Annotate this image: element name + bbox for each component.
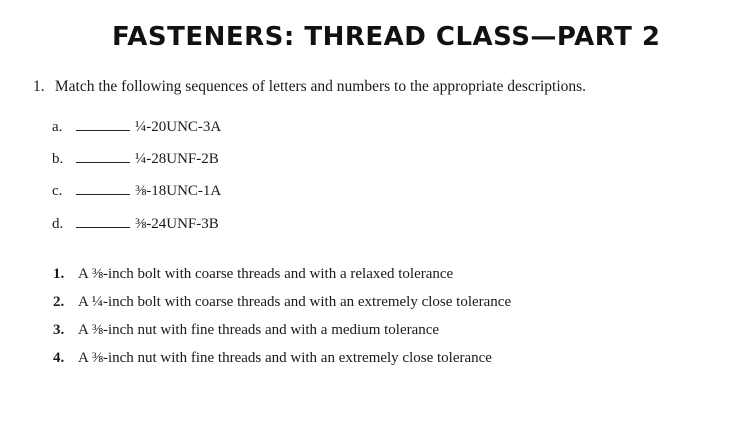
answer-blank[interactable] (76, 193, 130, 195)
thread-code: ¼-28UNF-2B (135, 151, 219, 167)
answer-blank[interactable] (76, 226, 130, 228)
match-item-c (52, 180, 221, 200)
answer-blank[interactable] (76, 161, 130, 163)
question-number: 1. (33, 78, 45, 95)
match-item-b (52, 148, 219, 168)
match-item-d (52, 213, 219, 233)
thread-code: ¼-20UNC-3A (135, 119, 222, 135)
description-text: A ¼-inch bolt with coarse threads and with an extremely close tolerance (77, 294, 512, 310)
description-text: A ⅜-inch nut with fine threads and with an extremely close tolerance (77, 350, 492, 366)
question-1 (33, 78, 723, 96)
description-number: 2. (53, 294, 65, 310)
description-number: 1. (53, 266, 65, 282)
question-text: Match the following sequences of letters and numbers to the appropriate descriptions. (54, 78, 587, 95)
match-letter: c. (52, 183, 63, 199)
description-number: 3. (53, 322, 65, 338)
description-3 (53, 322, 439, 342)
match-letter: a. (52, 119, 63, 135)
match-item-a (52, 116, 221, 136)
description-2 (53, 294, 511, 314)
description-number: 4. (53, 350, 65, 366)
description-text: A ⅜-inch nut with fine threads and with a medium tolerance (77, 322, 440, 338)
match-letter: d. (52, 216, 64, 232)
thread-code: ⅜-24UNF-3B (135, 216, 219, 232)
answer-blank[interactable] (76, 129, 130, 131)
match-letter: b. (52, 151, 64, 167)
description-text: A ⅜-inch bolt with coarse threads and with a relaxed tolerance (77, 266, 454, 282)
description-4 (53, 350, 492, 370)
page-title: FASTENERS: THREAD CLASS—PART 2 (112, 22, 661, 52)
thread-code: ⅜-18UNC-1A (135, 183, 222, 199)
description-1 (53, 266, 453, 286)
